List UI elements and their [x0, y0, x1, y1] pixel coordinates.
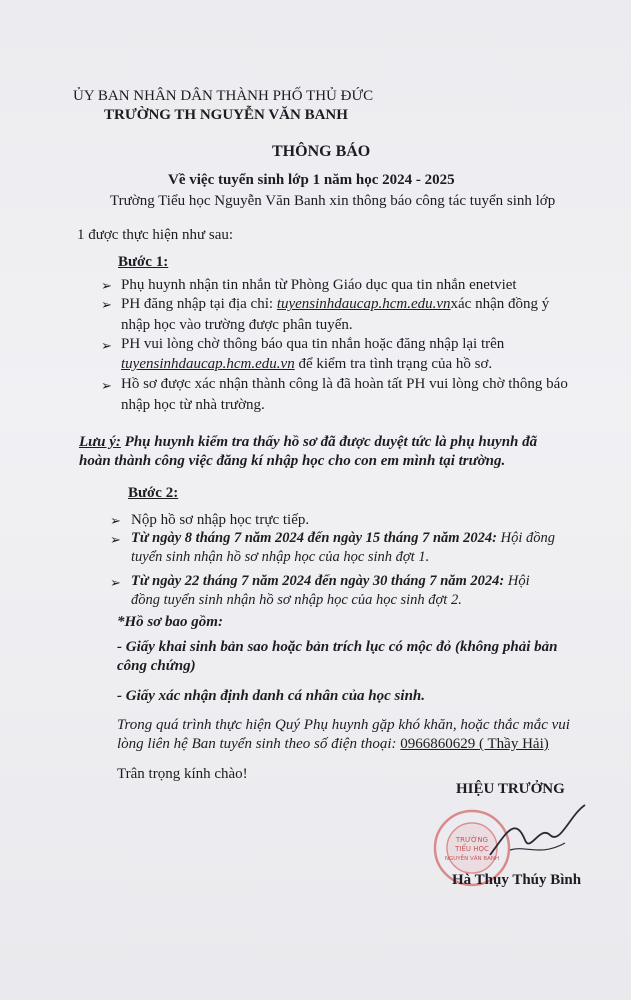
issuing-authority: ỦY BAN NHÂN DÂN THÀNH PHỐ THỦ ĐỨC [73, 88, 374, 104]
step-1-item-3: PH vui lòng chờ thông báo qua tin nhắn hoặc đăng nhập lại trên [121, 336, 505, 352]
step-1-item-2-line-2: nhập học vào trường được phân tuyến. [121, 317, 353, 333]
principal-name: Hà Thụy Thúy Bình [452, 872, 582, 888]
step-1-item-1: Phụ huynh nhận tin nhắn từ Phòng Giáo dục qua tin nhắn enetviet [121, 277, 517, 293]
note-line-1: Lưu ý: Phụ huynh kiểm tra thấy hồ sơ đã được duyệt tức là phụ huynh đã [79, 434, 538, 450]
step-2-item-3-line-2: đồng tuyển sinh nhận hồ sơ nhập học của học sinh đợt 2. [131, 592, 462, 608]
step-2-item-2-line-2: tuyển sinh nhận hồ sơ nhập học của học sinh đợt 1. [131, 549, 430, 565]
step-1-item-4-line-2: nhập học từ nhà trường. [121, 397, 265, 413]
principal-title: HIỆU TRƯỞNG [456, 781, 565, 797]
step-1-heading: Bước 1: [118, 254, 169, 270]
dossier-item-2: - Giấy xác nhận định danh cá nhân của học sinh. [117, 688, 425, 704]
arrow-bullet-icon: ➢ [101, 339, 112, 354]
intro-line-1: Trường Tiểu học Nguyễn Văn Banh xin thông báo công tác tuyển sinh lớp [110, 193, 556, 209]
note-line-2: hoàn thành công việc đăng kí nhập học cho con em mình tại trường. [79, 453, 506, 469]
notice-title: THÔNG BÁO [272, 143, 371, 160]
contact-line-1: Trong quá trình thực hiện Quý Phụ huynh gặp khó khăn, hoặc thắc mắc vui [117, 717, 570, 733]
step-1-item-2: PH đăng nhập tại địa chỉ: tuyensinhdaucap.hcm.edu.vnxác nhận đồng ý [121, 296, 550, 312]
contact-line-2: lòng liên hệ Ban tuyển sinh theo số điện thoại: 0966860629 ( Thầy Hải) [117, 736, 549, 752]
arrow-bullet-icon: ➢ [110, 576, 121, 591]
stamp-line-1: TRƯỜNG [455, 836, 489, 844]
dossier-item-1: - Giấy khai sinh bản sao hoặc bản trích lục có mộc đỏ (không phải bản [117, 639, 558, 655]
closing-greeting: Trân trọng kính chào! [117, 766, 248, 782]
step-2-item-2: Từ ngày 8 tháng 7 năm 2024 đến ngày 15 tháng 7 năm 2024: Hội đồng [131, 530, 555, 546]
step-2-item-1: Nộp hồ sơ nhập học trực tiếp. [131, 512, 310, 528]
handwritten-signature-icon [470, 795, 600, 875]
step-2-item-3: Từ ngày 22 tháng 7 năm 2024 đến ngày 30 tháng 7 năm 2024: Hội [131, 573, 530, 589]
step-1-item-3-line-2: tuyensinhdaucap.hcm.edu.vn để kiểm tra tình trạng của hồ sơ. [121, 356, 493, 372]
dossier-item-1-line-2: công chứng) [117, 658, 196, 674]
arrow-bullet-icon: ➢ [101, 298, 112, 313]
phone-number[interactable]: 0966860629 ( Thầy Hải) [400, 736, 549, 752]
dossier-heading: *Hồ sơ bao gồm: [117, 614, 223, 630]
registration-link[interactable]: tuyensinhdaucap.hcm.edu.vn [276, 296, 451, 312]
notice-subject: Về việc tuyển sinh lớp 1 năm học 2024 - 2025 [168, 172, 455, 188]
arrow-bullet-icon: ➢ [101, 279, 112, 294]
stamp-line-3: NGUYỄN VĂN BANH [444, 856, 500, 862]
registration-link[interactable]: tuyensinhdaucap.hcm.edu.vn [121, 356, 295, 372]
school-name: TRƯỜNG TH NGUYỄN VĂN BANH [104, 107, 348, 123]
intro-line-2: 1 được thực hiện như sau: [77, 227, 234, 243]
step-2-heading: Bước 2: [128, 485, 179, 501]
arrow-bullet-icon: ➢ [110, 514, 121, 529]
step-1-item-4: Hồ sơ được xác nhận thành công là đã hoàn tất PH vui lòng chờ thông báo [121, 376, 568, 392]
arrow-bullet-icon: ➢ [110, 533, 121, 548]
arrow-bullet-icon: ➢ [101, 379, 112, 394]
stamp-line-2: TIỂU HỌC [455, 845, 489, 853]
